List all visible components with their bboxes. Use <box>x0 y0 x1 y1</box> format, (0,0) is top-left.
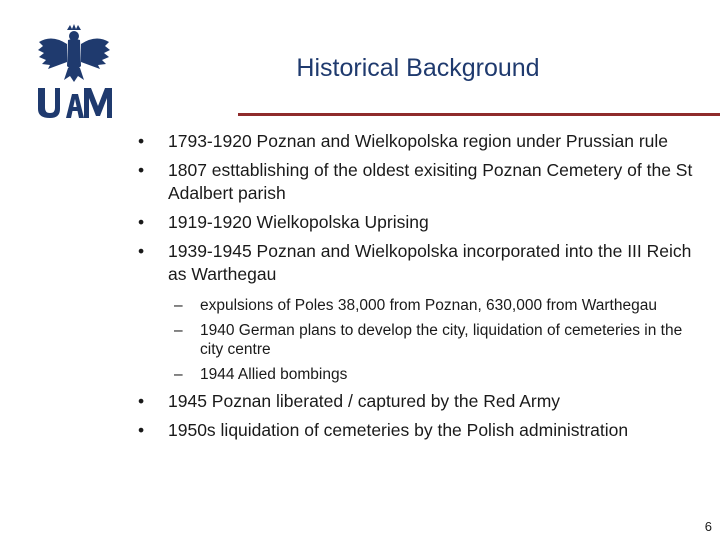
bullet-text: 1950s liquidation of cemeteries by the Polish administration <box>168 420 629 440</box>
sub-bullet-item <box>174 296 698 315</box>
bullet-text: 1919-1920 Wielkopolska Uprising <box>168 212 429 232</box>
bullet-marker: • <box>138 131 145 151</box>
sub-bullet-marker: – <box>174 297 183 314</box>
bullet-marker: • <box>138 420 145 440</box>
bullet-marker: • <box>138 212 145 232</box>
bullet-text: 1945 Poznan liberated / captured by the Red Army <box>168 391 561 411</box>
bullet-marker: • <box>138 160 145 180</box>
eagle-icon <box>38 24 110 82</box>
bullet-marker: • <box>138 391 145 411</box>
slide-content <box>138 130 698 442</box>
sub-bullet-text: expulsions of Poles 38,000 from Poznan, 630,000 from Warthegau <box>200 297 657 314</box>
sub-bullet-item <box>174 321 698 359</box>
sub-bullet-marker: – <box>174 366 183 383</box>
sub-bullet-text: 1944 Allied bombings <box>200 366 348 383</box>
bullet-text: 1793-1920 Poznan and Wielkopolska region under Prussian rule <box>168 131 669 151</box>
slide-title: Historical Background <box>296 54 540 82</box>
logo-lettering <box>38 88 112 118</box>
sub-bullet-marker: – <box>174 322 183 339</box>
bullet-item <box>138 390 698 413</box>
sub-bullet-item <box>174 365 698 384</box>
page-number: 6 <box>704 519 712 534</box>
bullet-text: 1939-1945 Poznan and Wielkopolska incorporated into the III Reich as Warthegau <box>168 241 692 284</box>
bullet-item <box>138 240 698 286</box>
sub-bullet-list <box>174 296 698 384</box>
bullet-item <box>138 419 698 442</box>
bullet-item <box>138 130 698 153</box>
uam-logo <box>34 22 114 122</box>
bullet-marker: • <box>138 241 145 261</box>
title-divider <box>238 113 720 116</box>
bullet-text: 1807 esttablishing of the oldest exisiting Poznan Cemetery of the St Adalbert parish <box>168 160 693 203</box>
sub-bullet-text: 1940 German plans to develop the city, liquidation of cemeteries in the city centre <box>200 322 683 358</box>
bullet-item <box>138 211 698 234</box>
bullet-item <box>138 159 698 205</box>
